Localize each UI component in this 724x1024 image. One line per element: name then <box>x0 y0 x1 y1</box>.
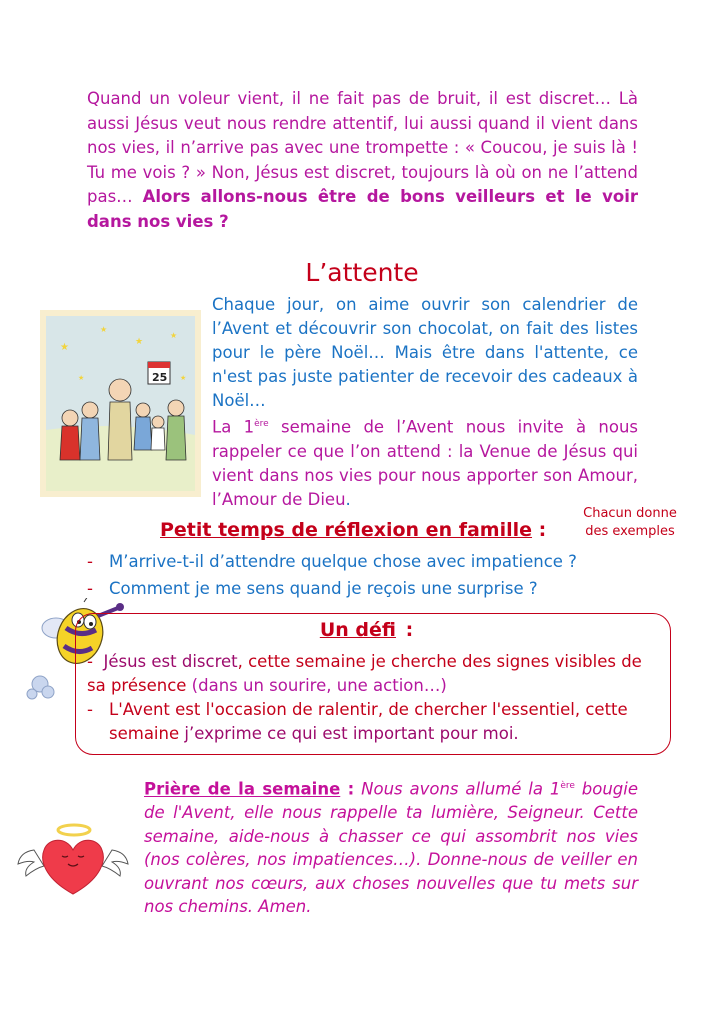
priere-text-post: bougie de l'Avent, elle nous rappelle ta lumière, Seigneur. Cette semaine, aide-nous à chasser ce qui assombrit nos vies (nos colères, nos impatiences…). Donne-nous de veiller en ouvrant nos cœurs, aux choses nouvelles que tu mets sur nos chemins. Amen. <box>144 779 639 916</box>
svg-text:★: ★ <box>60 342 69 353</box>
side-note-line2: des exemples <box>585 524 675 539</box>
section-title-text: L’attente <box>305 258 419 287</box>
dash: - <box>87 552 93 571</box>
svg-text:★: ★ <box>170 331 178 340</box>
svg-text:★: ★ <box>135 337 144 347</box>
dash: - <box>87 579 93 598</box>
svg-text:★: ★ <box>180 374 187 382</box>
list-item <box>87 575 647 602</box>
intro-text: Quand un voleur vient, il ne fait pas de bruit, il est discret… Là aussi Jésus veut nous rendre attentif, lui aussi quand il vient dans nos vies, il n’arrive pas avec une trompette : « Coucou, je suis là ! Tu me vois ? » Non, Jésus est discret, toujours là où on ne l’attend pas… <box>87 89 638 206</box>
family-advent-calendar-illustration <box>40 310 201 497</box>
dash: - <box>87 652 93 671</box>
defi-title-text: Un défi <box>319 619 396 641</box>
reflexion-heading <box>160 519 546 541</box>
reflexion-colon: : <box>532 519 547 541</box>
defi-colon: : <box>398 619 414 641</box>
angel-heart-icon <box>14 820 132 900</box>
intro-paragraph <box>87 87 638 234</box>
priere-title: Prière de la semaine <box>144 779 341 799</box>
priere-colon: : <box>340 779 355 799</box>
purple-end: . <box>345 489 351 509</box>
family-illustration-svg <box>40 310 201 497</box>
defi-item2-a: L'Avent est l'occasion de ralentir, de chercher l'essentiel, cette semaine <box>109 700 628 743</box>
svg-text:★: ★ <box>78 374 85 382</box>
purple-sup: ère <box>254 419 269 429</box>
defi-item-1 <box>87 650 647 698</box>
defi-item1-c: (dans un sourire, une action…) <box>191 676 447 695</box>
intro-bold: Alors allons-nous être de bons veilleurs et le voir dans nos vies ? <box>87 187 638 231</box>
purple-pre: La 1 <box>212 417 255 437</box>
priere-paragraph <box>144 775 638 919</box>
question-text: Comment je me sens quand je reçois une surprise ? <box>109 579 538 598</box>
reflexion-title: Petit temps de réflexion en famille <box>160 519 533 541</box>
calendar-number: 25 <box>152 371 168 384</box>
side-note-line1: Chacun donne <box>583 506 677 521</box>
attente-purple-paragraph <box>212 412 638 512</box>
priere-sup: ère <box>560 781 575 791</box>
attente-blue-paragraph: Chaque jour, on aime ouvrir son calendrier de l’Avent et découvrir son chocolat, on fait des listes pour le père Noël… Mais être dans l'attente, ce n'est pas juste patienter de recevoir des cadeaux à Noël… <box>212 295 638 410</box>
question-text: M’arrive-t-il d’attendre quelque chose avec impatience ? <box>109 552 577 571</box>
defi-item2-b: j’exprime ce qui est important pour moi. <box>184 724 519 743</box>
list-item <box>87 548 647 575</box>
defi-item-2 <box>87 698 647 746</box>
dash: - <box>87 700 93 719</box>
priere-text-pre: Nous avons allumé la 1 <box>361 779 561 799</box>
section-title <box>0 258 724 287</box>
svg-text:★: ★ <box>100 325 108 334</box>
defi-item1-b: , cette semaine je cherche des signes visibles de sa présence <box>87 652 642 695</box>
reflexion-questions <box>87 548 647 602</box>
purple-post: semaine de l’Avent nous invite à nous rappeler ce que l’on attend : la Venue de Jésus qui vient dans nos vies pour nous apporter son Amour, l’Amour de Dieu <box>212 417 639 509</box>
defi-item1-a: Jésus est discret <box>103 652 238 671</box>
defi-title <box>0 619 724 641</box>
side-note <box>574 505 686 541</box>
